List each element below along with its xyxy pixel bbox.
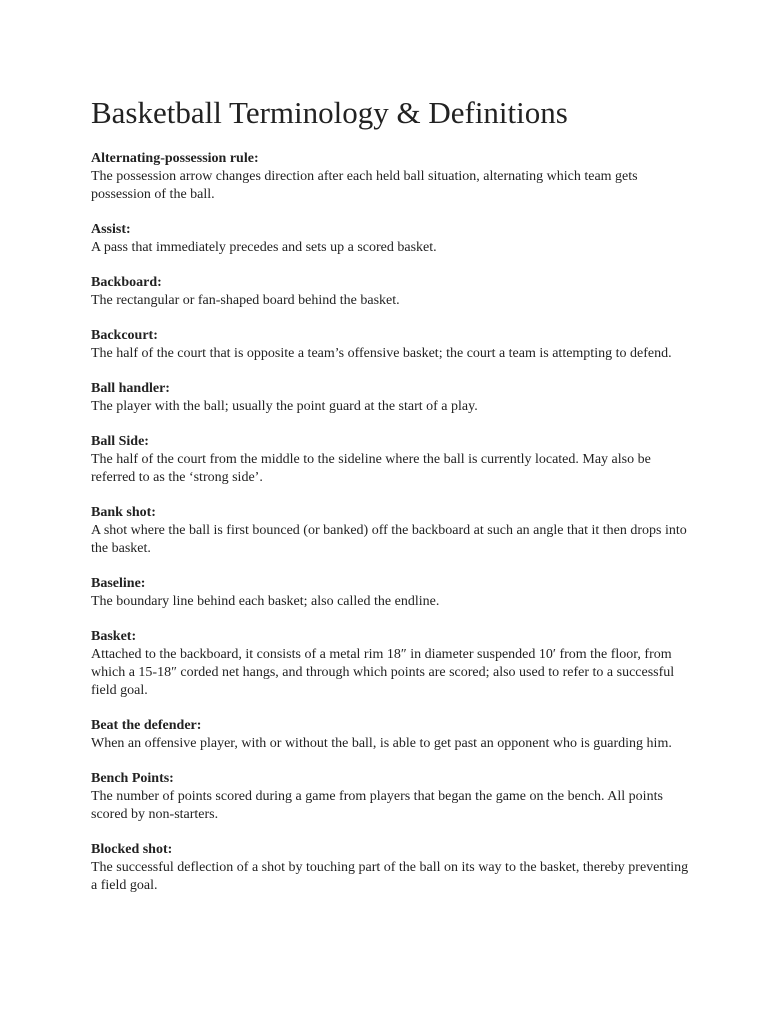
term-heading: Alternating-possession rule: [91,151,259,166]
term-heading: Backboard: [91,275,162,290]
glossary-entry [91,841,691,895]
term-definition: Attached to the backboard, it consists of a metal rim 18″ in diameter suspended 10′ from the floor, from which a 15-18″ corded net hangs, and through which points are scored; also used to refer to a successful field goal. [91,647,675,698]
glossary-entry [91,504,691,558]
term-definition: The successful deflection of a shot by touching part of the ball on its way to the basket, thereby preventing a field goal. [91,860,689,893]
term-heading: Bank shot: [91,505,156,520]
term-definition: A shot where the ball is first bounced (or banked) off the backboard at such an angle that it then drops into the basket. [91,523,687,556]
glossary-entry [91,770,691,824]
glossary-entry [91,628,691,700]
term-heading: Beat the defender: [91,718,202,733]
term-definition: The possession arrow changes direction after each held ball situation, alternating which team gets possession of the ball. [91,169,638,202]
term-definition: The number of points scored during a game from players that began the game on the bench. All points scored by non-starters. [91,789,663,822]
term-definition: A pass that immediately precedes and sets up a scored basket. [91,240,437,255]
term-heading: Baseline: [91,576,146,591]
term-definition: The half of the court that is opposite a team’s offensive basket; the court a team is attempting to defend. [91,346,672,361]
term-definition: When an offensive player, with or without the ball, is able to get past an opponent who is guarding him. [91,736,672,751]
glossary-entry [91,575,691,611]
glossary-entry [91,717,691,753]
glossary-entry [91,221,691,257]
document-page [91,93,691,912]
glossary-entry [91,433,691,487]
glossary-entry [91,327,691,363]
term-definition: The boundary line behind each basket; also called the endline. [91,594,440,609]
term-heading: Ball handler: [91,381,170,396]
term-definition: The half of the court from the middle to the sideline where the ball is currently located. May also be referred to as the ‘strong side’. [91,452,651,485]
term-heading: Basket: [91,629,137,644]
term-heading: Ball Side: [91,434,149,449]
glossary-entry [91,274,691,310]
term-heading: Assist: [91,222,131,237]
term-definition: The player with the ball; usually the point guard at the start of a play. [91,399,478,414]
page-title: Basketball Terminology & Definitions [91,95,568,130]
glossary-entry [91,150,691,204]
term-heading: Blocked shot: [91,842,173,857]
term-definition: The rectangular or fan-shaped board behind the basket. [91,293,400,308]
term-heading: Bench Points: [91,771,174,786]
glossary-entry [91,380,691,416]
term-heading: Backcourt: [91,328,158,343]
